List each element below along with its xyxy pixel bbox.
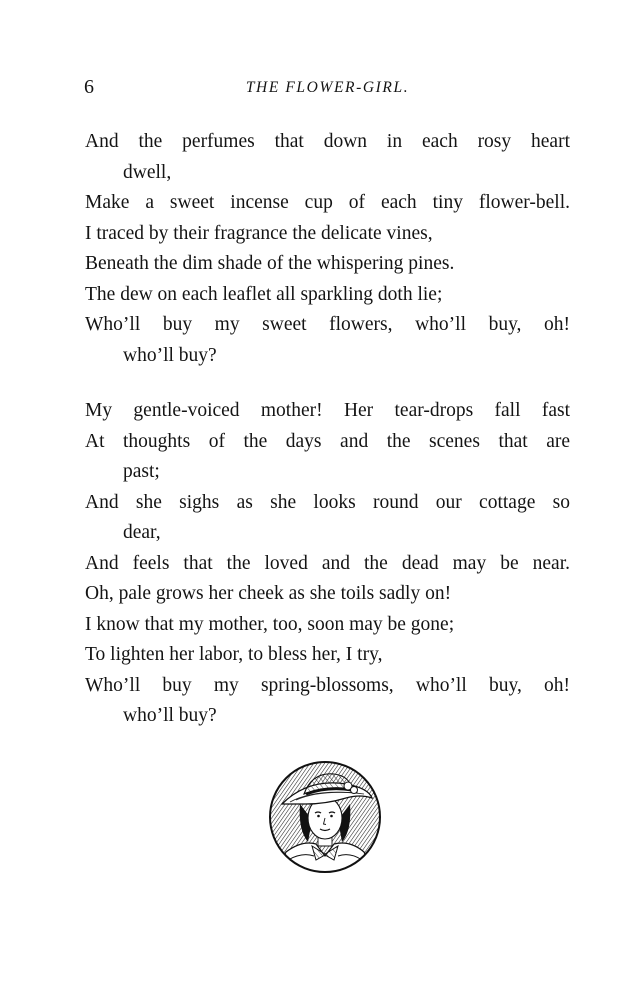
poem-line: At thoughts of the days and the scenes that are xyxy=(85,430,570,452)
poem-line: My gentle-voiced mother! Her tear-drops fall fast xyxy=(85,400,570,421)
poem-line: who’ll buy? xyxy=(123,344,217,366)
page-number: 6 xyxy=(84,76,94,98)
poem-line: dwell, xyxy=(123,161,172,183)
flower-girl-vignette-illustration xyxy=(268,760,382,874)
poem-line: Make a sweet incense cup of each tiny flower-bell. xyxy=(85,192,570,213)
poem-line: The dew on each leaflet all sparkling doth lie; xyxy=(85,283,443,305)
poem-line: past; xyxy=(123,461,160,482)
poem-line: Oh, pale grows her cheek as she toils sadly on! xyxy=(85,583,452,604)
stanza-1 xyxy=(85,127,570,371)
poem-line: And the perfumes that down in each rosy heart xyxy=(85,131,570,152)
poem-line: Beneath the dim shade of the whispering pines. xyxy=(85,253,455,274)
poem-line: And feels that the loved and the dead may be near. xyxy=(85,552,570,574)
poem-line: Who’ll buy my sweet flowers, who’ll buy, oh! xyxy=(85,314,570,335)
poem-line: I traced by their fragrance the delicate vines, xyxy=(85,222,433,244)
poem-line: I know that my mother, too, soon may be gone; xyxy=(85,613,455,635)
poem-line: And she sighs as she looks round our cottage so xyxy=(85,491,570,513)
running-title: THE FLOWER-GIRL. xyxy=(245,79,410,96)
poem-line: Who’ll buy my spring-blossoms, who’ll buy, oh! xyxy=(85,674,570,696)
poem-line: To lighten her labor, to bless her, I try, xyxy=(85,644,383,665)
stanza-2 xyxy=(85,396,570,732)
poem-line: dear, xyxy=(123,522,161,543)
poem-line: who’ll buy? xyxy=(123,705,217,726)
